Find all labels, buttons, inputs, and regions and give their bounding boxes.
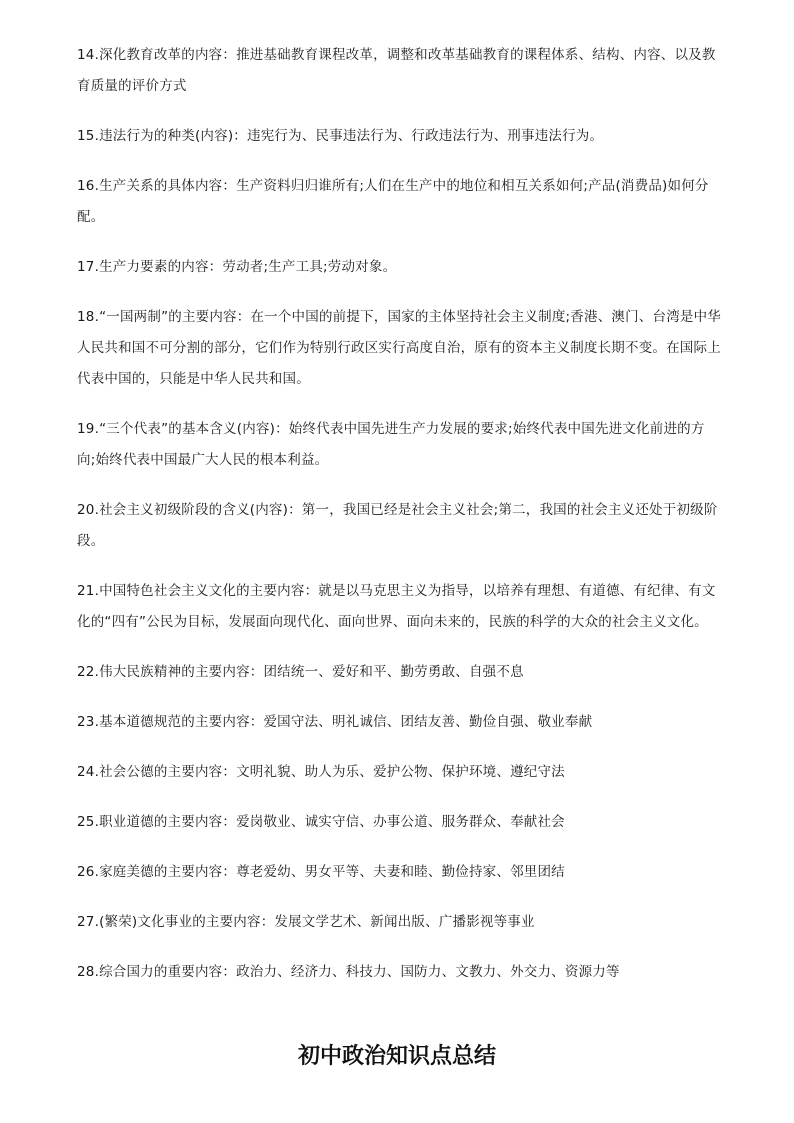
knowledge-point-18: 18.“一国两制”的主要内容：在一个中国的前提下，国家的主体坚持社会主义制度;香港、澳门、台湾是中华人民共和国不可分割的部分，它们作为特别行政区实行高度自治，原有的资本主义制度长期不变。在国际上代表中国的，只能是中华人民共和国。: [77, 309, 722, 387]
knowledge-point-14: 14.深化教育改革的内容：推进基础教育课程改革，调整和改革基础教育的课程体系、结构、内容、以及教育质量的评价方式: [77, 47, 716, 94]
knowledge-point-24: 24.社会公德的主要内容：文明礼貌、助人为乐、爱护公物、保护环境、遵纪守法: [77, 764, 565, 780]
knowledge-point-list: [77, 40, 722, 1007]
knowledge-point-15: 15.违法行为的种类(内容)：违宪行为、民事违法行为、行政违法行为、刑事违法行为。: [77, 128, 604, 144]
knowledge-point-28: 28.综合国力的重要内容：政治力、经济力、科技力、国防力、文教力、外交力、资源力等: [77, 964, 620, 980]
knowledge-point-23: 23.基本道德规范的主要内容：爱国守法、明礼诚信、团结友善、勤俭自强、敬业奉献: [77, 714, 593, 730]
knowledge-point-19: 19.“三个代表”的基本含义(内容)：始终代表中国先进生产力发展的要求;始终代表中国先进文化前进的方向;始终代表中国最广大人民的根本利益。: [77, 421, 705, 468]
knowledge-point-22: 22.伟大民族精神的主要内容：团结统一、爱好和平、勤劳勇敢、自强不息: [77, 664, 524, 680]
knowledge-point-21: 21.中国特色社会主义文化的主要内容：就是以马克思主义为指导，以培养有理想、有道德、有纪律、有文化的“四有”公民为目标，发展面向现代化、面向世界、面向未来的，民族的科学的大众的社会主义文化。: [77, 583, 716, 630]
knowledge-point-27: 27.(繁荣)文化事业的主要内容：发展文学艺术、新闻出版、广播影视等事业: [77, 914, 535, 930]
knowledge-point-16: 16.生产关系的具体内容：生产资料归归谁所有;人们在生产中的地位和相互关系如何;产品(消费品)如何分配。: [77, 178, 709, 225]
knowledge-point-17: 17.生产力要素的内容：劳动者;生产工具;劳动对象。: [77, 259, 397, 275]
knowledge-point-25: 25.职业道德的主要内容：爱岗敬业、诚实守信、办事公道、服务群众、奉献社会: [77, 814, 565, 830]
knowledge-point-26: 26.家庭美德的主要内容：尊老爱幼、男女平等、夫妻和睦、勤俭持家、邻里团结: [77, 864, 565, 880]
knowledge-point-20: 20.社会主义初级阶段的含义(内容)：第一，我国已经是社会主义社会;第二，我国的社会主义还处于初级阶段。: [77, 502, 718, 549]
section-title: 初中政治知识点总结: [297, 1043, 496, 1069]
